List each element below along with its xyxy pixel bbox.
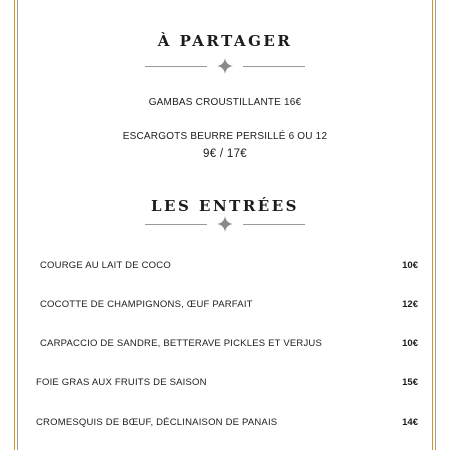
divider-line-left (145, 66, 207, 67)
menu-item-gambas: GAMBAS CROUSTILLANTE 16€ (148, 97, 302, 108)
menu-item-escargots: ESCARGOTS BEURRE PERSILLÉ 6 OU 12 (122, 131, 328, 142)
left-gold-border (14, 0, 18, 450)
menu-item-cromesquis-price: 14€ (402, 417, 418, 428)
menu-item-foie-gras-price: 15€ (402, 377, 418, 388)
menu-item-cromesquis: CROMESQUIS DE BŒUF, DÉCLINAISON DE PANAIS (36, 417, 278, 428)
menu-item-carpaccio-price: 10€ (402, 338, 418, 349)
menu-item-courge: COURGE AU LAIT DE COCO (40, 260, 171, 271)
section-title-les-entrees: LES ENTRÉES (150, 197, 299, 215)
section-title-a-partager: À PARTAGER (157, 32, 293, 50)
menu-item-cocotte: COCOTTE DE CHAMPIGNONS, ŒUF PARFAIT (40, 299, 253, 310)
four-point-star-icon (217, 58, 233, 74)
right-gold-border (432, 0, 436, 450)
menu-item-carpaccio: CARPACCIO DE SANDRE, BETTERAVE PICKLES ET VERJUS (40, 338, 322, 349)
divider-line-right (243, 224, 305, 225)
divider-line-left (145, 224, 207, 225)
four-point-star-icon (217, 216, 233, 232)
menu-item-cocotte-price: 12€ (402, 299, 418, 310)
section-divider (145, 60, 305, 74)
menu-item-escargots-price: 9€ / 17€ (203, 148, 247, 160)
divider-line-right (243, 66, 305, 67)
section-divider (145, 218, 305, 232)
menu-item-foie-gras: FOIE GRAS AUX FRUITS DE SAISON (36, 377, 207, 388)
menu-item-courge-price: 10€ (402, 260, 418, 271)
